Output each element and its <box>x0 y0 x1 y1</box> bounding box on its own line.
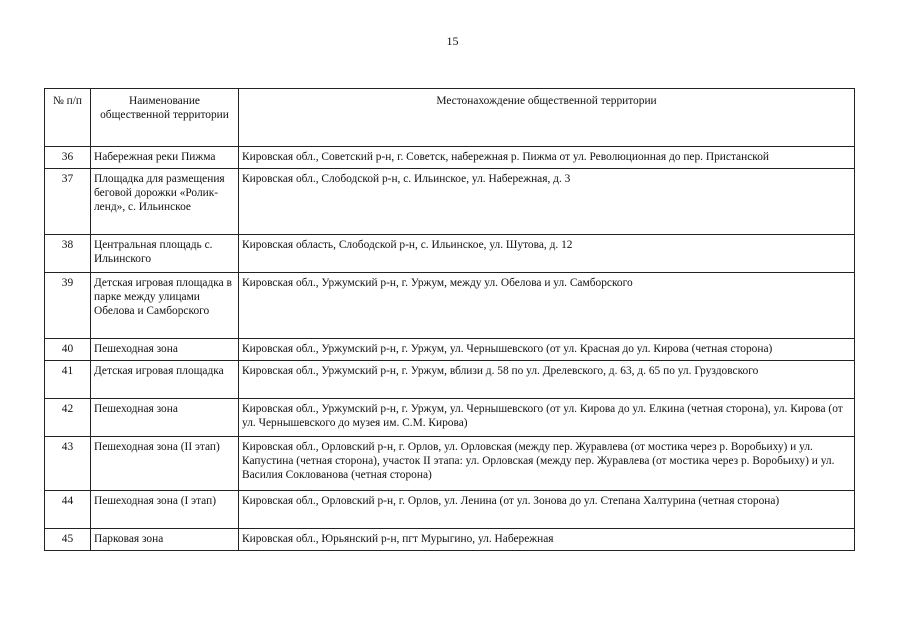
row-num: 37 <box>45 169 91 235</box>
header-location: Местонахождение общественной территории <box>239 89 855 147</box>
row-name: Площадка для размещения беговой дорожки «Ролик-ленд», с. Ильинское <box>91 169 239 235</box>
row-location: Кировская обл., Орловский р-н, г. Орлов, ул. Ленина (от ул. Зонова до ул. Степана Халтурина (четная сторона) <box>239 491 855 529</box>
row-name: Набережная реки Пижма <box>91 147 239 169</box>
row-location: Кировская обл., Советский р-н, г. Советск, набережная р. Пижма от ул. Революционная до пер. Пристанской <box>239 147 855 169</box>
table-row <box>45 339 855 361</box>
row-name: Пешеходная зона (I этап) <box>91 491 239 529</box>
table-row <box>45 147 855 169</box>
row-name: Парковая зона <box>91 529 239 551</box>
header-name: Наименование общественной территории <box>91 89 239 147</box>
row-name: Пешеходная зона <box>91 339 239 361</box>
row-num: 40 <box>45 339 91 361</box>
table-row <box>45 491 855 529</box>
row-name: Центральная площадь с. Ильинского <box>91 235 239 273</box>
table-row <box>45 273 855 339</box>
row-name: Пешеходная зона (II этап) <box>91 437 239 491</box>
page-number: 15 <box>446 34 459 48</box>
row-location: Кировская обл., Уржумский р-н, г. Уржум, вблизи д. 58 по ул. Дрелевского, д. 63, д. 65 по ул. Груздовского <box>239 361 855 399</box>
table-row <box>45 235 855 273</box>
row-num: 45 <box>45 529 91 551</box>
header-num: № п/п <box>45 89 91 147</box>
row-location: Кировская обл., Уржумский р-н, г. Уржум, ул. Чернышевского (от ул. Красная до ул. Кирова (четная сторона) <box>239 339 855 361</box>
row-num: 41 <box>45 361 91 399</box>
row-num: 44 <box>45 491 91 529</box>
row-location: Кировская обл., Юрьянский р-н, пгт Мурыгино, ул. Набережная <box>239 529 855 551</box>
row-num: 42 <box>45 399 91 437</box>
row-location: Кировская область, Слободской р-н, с. Ильинское, ул. Шутова, д. 12 <box>239 235 855 273</box>
table-row <box>45 169 855 235</box>
row-name: Детская игровая площадка в парке между улицами Обелова и Самборского <box>91 273 239 339</box>
row-location: Кировская обл., Уржумский р-н, г. Уржум, между ул. Обелова и ул. Самборского <box>239 273 855 339</box>
table-row <box>45 399 855 437</box>
row-location: Кировская обл., Орловский р-н, г. Орлов, ул. Орловская (между пер. Журавлева (от мостика через р. Воробьиху) и ул. Капустина (четная сторона), участок II этапа: ул. Орловская (между пер. Журавлева (от мостика через р. Воробьиху) и ул. Василия Соклованова (четная сторона) <box>239 437 855 491</box>
row-name: Пешеходная зона <box>91 399 239 437</box>
table-row <box>45 529 855 551</box>
territories-table <box>44 88 855 551</box>
row-name: Детская игровая площадка <box>91 361 239 399</box>
row-num: 43 <box>45 437 91 491</box>
row-num: 38 <box>45 235 91 273</box>
table-row <box>45 437 855 491</box>
row-num: 36 <box>45 147 91 169</box>
table-row <box>45 361 855 399</box>
table-header-row <box>45 89 855 147</box>
row-location: Кировская обл., Уржумский р-н, г. Уржум, ул. Чернышевского (от ул. Кирова до ул. Елкина (четная сторона), ул. Кирова (от ул. Чернышевского до музея им. С.М. Кирова) <box>239 399 855 437</box>
row-location: Кировская обл., Слободской р-н, с. Ильинское, ул. Набережная, д. 3 <box>239 169 855 235</box>
row-num: 39 <box>45 273 91 339</box>
